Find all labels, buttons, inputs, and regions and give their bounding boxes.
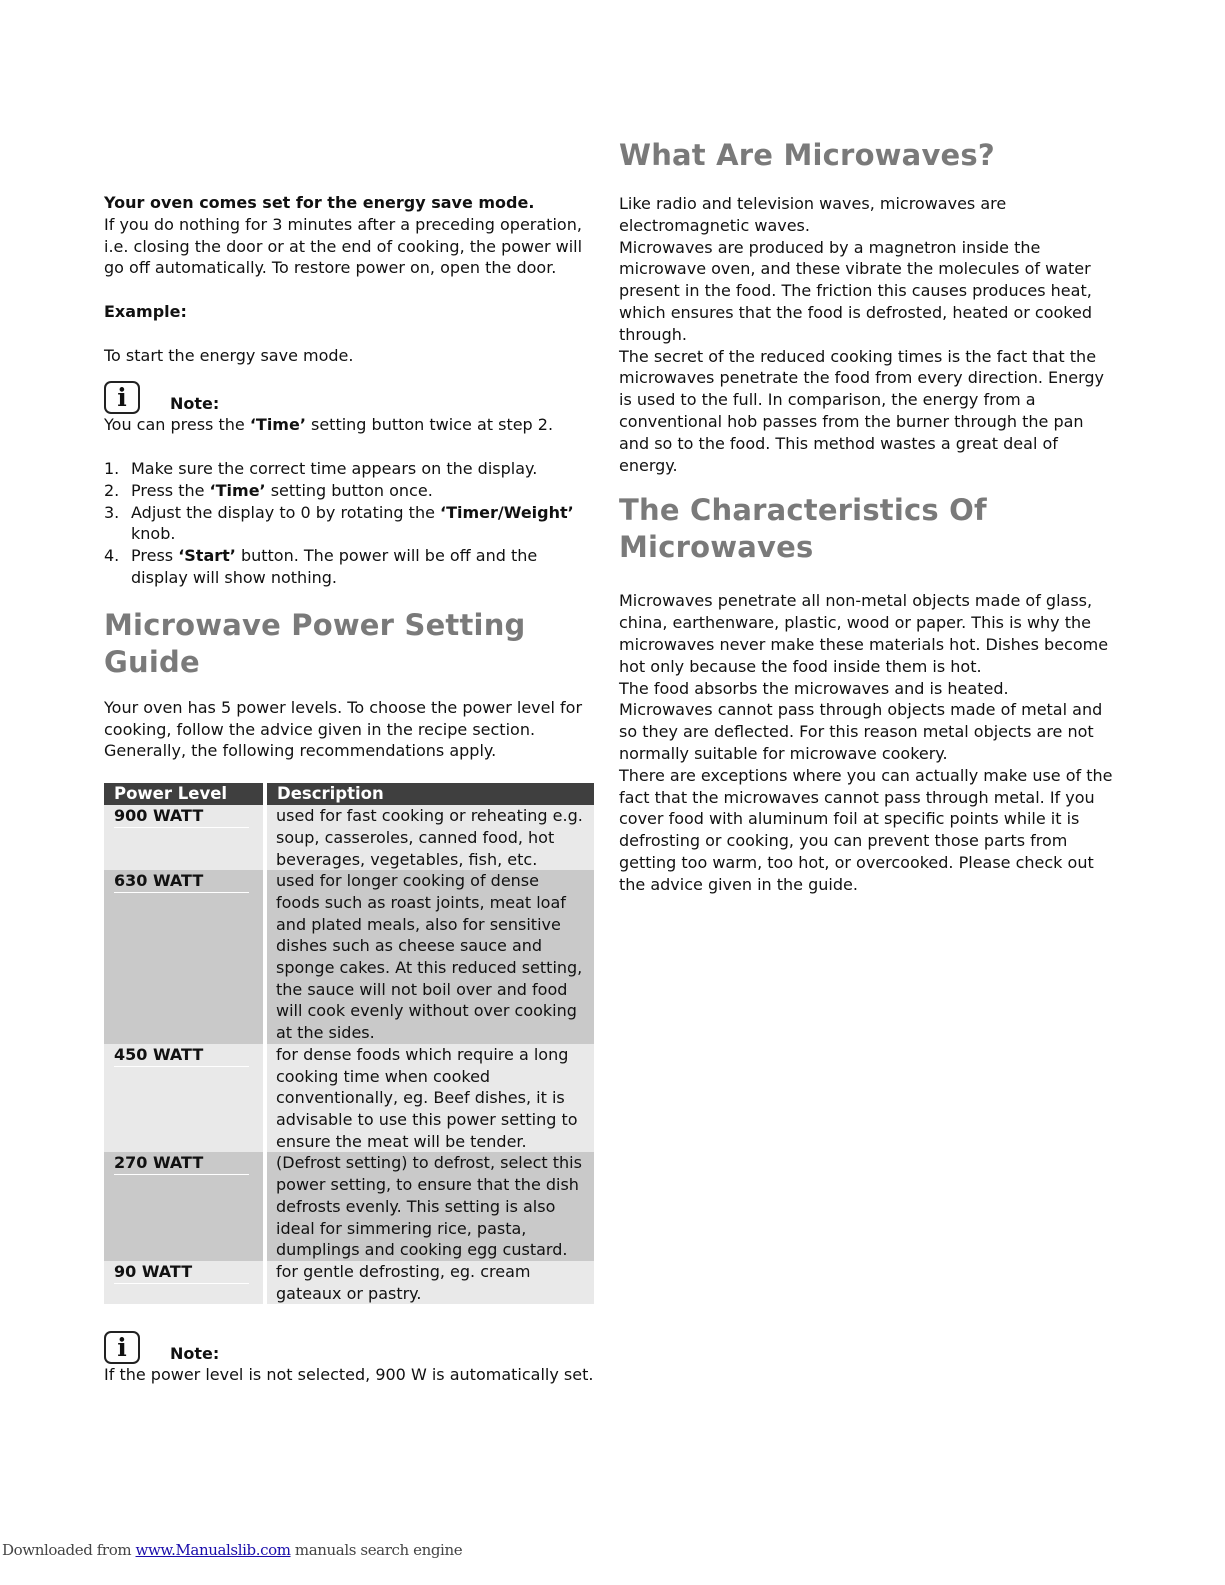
what-paragraph: Like radio and television waves, microwaves are electromagnetic waves. [619, 194, 1007, 235]
list-item [104, 480, 594, 502]
steps-list [104, 458, 594, 589]
note-1-header [104, 376, 594, 414]
table-row [104, 870, 594, 1044]
step-text: Make sure the correct time appears on the display. [131, 458, 538, 478]
step-text-bold: ‘Start’ [178, 546, 236, 566]
power-description: for dense foods which require a long cooking time when cooked conventionally, eg. Beef dishes, it is advisable to use this power setting to ensure the meat will be tender. [263, 1044, 594, 1153]
download-footer [2, 1541, 462, 1559]
power-level: 270 WATT [114, 1152, 249, 1175]
table-row [104, 805, 594, 870]
power-level: 900 WATT [114, 805, 249, 828]
info-icon: i [104, 1331, 140, 1364]
power-level-cell [104, 870, 263, 1044]
footer-suffix: manuals search engine [290, 1541, 463, 1559]
step-text: Press [131, 546, 179, 566]
energy-save-text: If you do nothing for 3 minutes after a preceding operation, i.e. closing the door or at the end of cooking, the power will go off automatically. To restore power on, open the door. [104, 214, 583, 278]
step-text: Press the [131, 480, 210, 500]
table-row [104, 1152, 594, 1261]
table-header-description: Description [263, 783, 594, 805]
step-number: 3. [104, 502, 120, 522]
manualslib-link[interactable]: www.Manualslib.com [135, 1541, 291, 1559]
table-header-power-level: Power Level [104, 783, 263, 805]
characteristics-heading-line-1: The Characteristics Of [619, 493, 987, 528]
list-item [104, 545, 594, 589]
step-number: 4. [104, 546, 120, 566]
step-number: 1. [104, 458, 120, 478]
power-level-cell [104, 1261, 263, 1304]
power-level-table [104, 783, 594, 1304]
characteristics-paragraph: Microwaves cannot pass through objects made of metal and so they are deflected. For this reason metal objects are not normally suitable for microwave cookery. [619, 700, 1103, 763]
note-2-header [104, 1326, 594, 1364]
step-text-bold: ‘Timer/Weight’ [440, 502, 574, 522]
note-2-text: If the power level is not selected, 900 W is automatically set. [104, 1365, 594, 1385]
power-description: used for longer cooking of dense foods such as roast joints, meat loaf and plated meals, also for sensitive dishes such as cheese sauce and sponge cakes. At this reduced setting, the sauce will not boil over and food will cook evenly without over cooking at the sides. [263, 870, 594, 1044]
list-item [104, 502, 594, 546]
power-description: for gentle defrosting, eg. cream gateaux or pastry. [263, 1261, 594, 1304]
note-1-text-pre: You can press the [104, 415, 250, 435]
what-are-microwaves-heading: What Are Microwaves? [619, 138, 995, 172]
power-level: 90 WATT [114, 1261, 249, 1284]
info-icon: i [104, 381, 140, 414]
note-1-text [104, 414, 594, 436]
example-text: To start the energy save mode. [104, 345, 354, 365]
power-guide-text: Your oven has 5 power levels. To choose the power level for cooking, follow the advice given in the recipe section. Generally, the following recommendations apply. [104, 697, 583, 761]
table-row [104, 1044, 594, 1153]
table-row [104, 1261, 594, 1304]
table-header-row [104, 783, 594, 805]
step-text: Adjust the display to 0 by rotating the [131, 502, 441, 522]
what-paragraph: Microwaves are produced by a magnetron inside the microwave oven, and these vibrate the molecules of water present in the food. The friction this causes produces heat, which ensures that the food is defrosted, heated or cooked through. [619, 237, 1092, 344]
power-guide-heading: Microwave Power Setting Guide [104, 607, 526, 679]
characteristics-paragraph: Microwaves penetrate all non-metal objects made of glass, china, earthenware, plastic, wood or paper. This is why the microwaves never make these materials hot. Dishes become hot only because the food inside them is hot. [619, 591, 1109, 676]
note-1-text-post: setting button twice at step 2. [305, 415, 554, 435]
note-1-label: Note: [170, 394, 220, 414]
step-text: knob. [131, 524, 176, 544]
step-text-bold: ‘Time’ [209, 480, 266, 500]
characteristics-heading-line-2: Microwaves [619, 530, 814, 565]
power-description: used for fast cooking or reheating e.g. soup, casseroles, canned food, hot beverages, vegetables, fish, etc. [263, 805, 594, 870]
left-column [104, 192, 594, 1386]
example-label: Example: [104, 301, 187, 321]
power-description: (Defrost setting) to defrost, select this power setting, to ensure that the dish defrosts evenly. This setting is also ideal for simmering rice, pasta, dumplings and cooking egg custard. [263, 1152, 594, 1261]
note-1-text-bold: ‘Time’ [249, 415, 306, 435]
step-text: button. The power will be off and the display will show nothing. [131, 546, 538, 587]
power-level-cell [104, 1152, 263, 1261]
characteristics-heading [619, 492, 1115, 566]
characteristics-paragraph: There are exceptions where you can actually make use of the fact that the microwaves cannot pass through metal. If you cover food with aluminum foil at specific points while it is defrosting or cooking, you can prevent those parts from getting too warm, too hot, or overcooked. Please check out the advice given in the guide. [619, 765, 1113, 894]
energy-save-heading: Your oven comes set for the energy save mode. [104, 193, 535, 212]
characteristics-paragraph: The food absorbs the microwaves and is heated. [619, 678, 1009, 698]
power-level-cell [104, 1044, 263, 1153]
step-text: setting button once. [265, 480, 433, 500]
footer-prefix: Downloaded from [2, 1541, 136, 1559]
right-column [619, 137, 1115, 896]
power-level-cell [104, 805, 263, 870]
step-number: 2. [104, 480, 120, 500]
note-2-label: Note: [170, 1344, 220, 1364]
power-level: 630 WATT [114, 870, 249, 893]
list-item [104, 458, 594, 480]
power-level: 450 WATT [114, 1044, 249, 1067]
what-paragraph: The secret of the reduced cooking times is the fact that the microwaves penetrate the food from every direction. Energy is used to the full. In comparison, the energy from a conventional hob passes from the burner through the pan and so to the food. This method wastes a great deal of energy. [619, 346, 1105, 475]
